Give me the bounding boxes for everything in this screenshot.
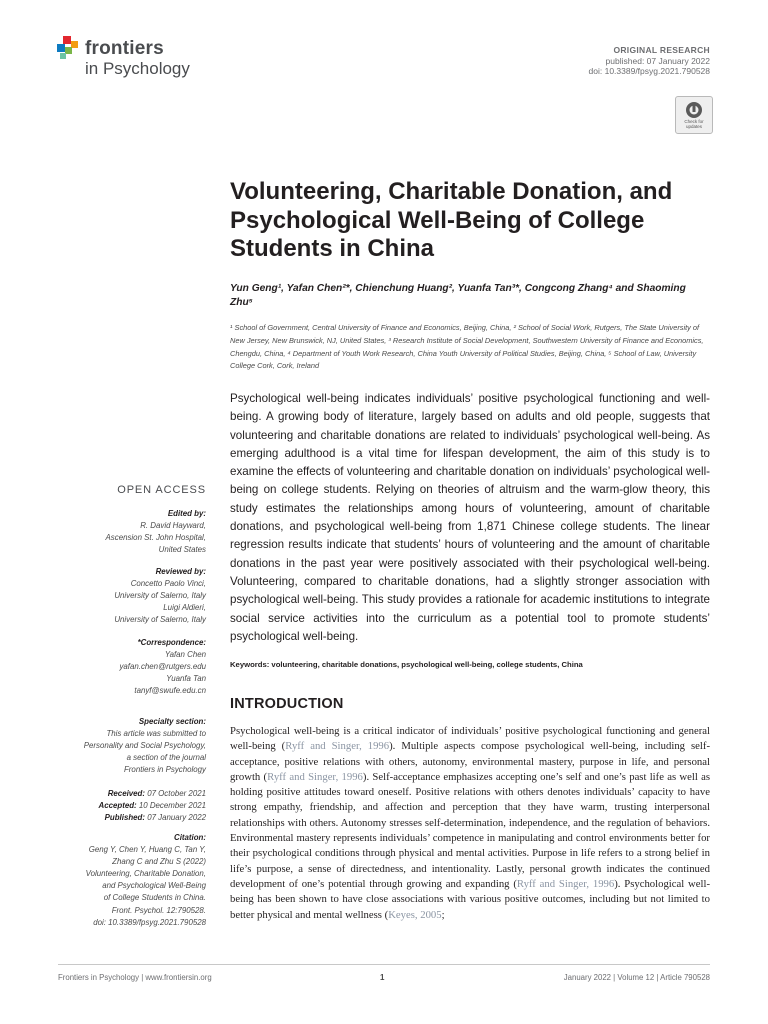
correspondence-block [26, 637, 206, 697]
published-date: published: 07 January 2022 [605, 55, 710, 66]
editor-line: R. David Hayward, [140, 521, 206, 531]
citation-line: Zhang C and Zhu S (2022) [112, 857, 206, 867]
reviewed-by-label: Reviewed by: [155, 567, 206, 576]
citation-line: Volunteering, Charitable Donation, [85, 869, 206, 879]
author-list: Yun Geng¹, Yafan Chen²*, Chienchung Huang², Yuanfa Tan³*, Congcong Zhang⁴ and Shaoming Zhu⁵ [230, 283, 686, 308]
edited-by-block [26, 508, 206, 556]
accepted-date: 10 December 2021 [138, 801, 206, 811]
affiliations: ¹ School of Government, Central University of Finance and Economics, Beijing, China, ² School of Social Work, Rutgers, The State University of New Jersey, New Brunswick, NJ, United States, ³ Research Institute of Social Development, Southwestern University of Finance and Economics, Chengdu, China, ⁴ Department of Youth Work Research, China Youth University of Political Studies, Beijing, China, ⁵ School of Law, University College Cork, Cork, Ireland [230, 323, 704, 371]
citation-line: and Psychological Well-Being [102, 881, 206, 891]
specialty-section-block [26, 716, 206, 776]
received-date: 07 October 2021 [147, 789, 206, 798]
footer-issue-info: January 2022 | Volume 12 | Article 790528 [563, 973, 710, 982]
citation-line: Front. Psychol. 12:790528. [111, 905, 206, 915]
introduction-text [230, 724, 710, 923]
citation-doi-link[interactable]: doi: 10.3389/fpsyg.2021.790528 [93, 917, 206, 927]
page-number: 1 [380, 973, 385, 982]
intro-text-segment: ; [441, 908, 445, 921]
specialty-line: Frontiers in Psychology [123, 765, 206, 775]
correspondence-label: *Correspondence: [137, 638, 206, 647]
intro-text-segment: ). Multiple aspects compose psychological well-being, including self-acceptance, positive relations with others, autonomy, environmental mastery, purpose in life, and personal growth ( [230, 740, 710, 783]
specialty-label: Specialty section: [138, 717, 206, 726]
correspondence-name: Yafan Chen [164, 650, 206, 660]
footer-divider [58, 964, 710, 965]
doi: doi: 10.3389/fpsyg.2021.790528 [588, 66, 710, 76]
section-heading-introduction: INTRODUCTION [230, 696, 344, 712]
reviewer-line: Luigi Aldieri, [163, 603, 206, 613]
frontiers-logo-icon [57, 36, 81, 60]
abstract: Psychological well-being indicates individuals’ positive psychological functioning and well-being. A growing body of literature, largely based on adults and old people, suggests that volunteering and charitable donations are related to individuals’ psychological well-being. As emerging adulthood is a vital time for lifespan development, the aim of this study is to examine the effects of volunteering and charitable donation on individuals’ psychological well-being on college students. Relying on theories of altruism and the warm-glow theory, this study estimates the relationships among hours of volunteering, amount of charitable donations, and psychological well-being from 1,871 Chinese college students. The linear regression results indicate that students’ hours of volunteering and the amount of charitable donations in the past year were positively associated with their psychological well-being. Volunteering, compared to charitable donations, had a slightly stronger association with psychological well-being. This study provides a rationale for academic institutions to integrate social service activities into the curriculum as a potential tool to promote students’ psychological well-being. [230, 392, 710, 643]
citation-label: Citation: [174, 833, 206, 842]
citation-link[interactable]: Ryff and Singer, 1996 [267, 770, 363, 783]
editor-line: United States [158, 545, 206, 555]
accepted-label: Accepted: [98, 801, 137, 811]
reviewed-by-block [26, 566, 206, 626]
specialty-line: Personality and Social Psychology, [83, 741, 206, 751]
correspondence-email-link[interactable]: yafan.chen@rutgers.edu [119, 662, 206, 672]
citation-line: of College Students in China. [103, 893, 206, 903]
citation-link[interactable]: Keyes, 2005 [388, 908, 442, 921]
published-label: Published: [104, 813, 145, 823]
received-label: Received: [107, 789, 145, 798]
published-date-sidebar: 07 January 2022 [147, 813, 206, 823]
open-access-label: OPEN ACCESS [117, 484, 206, 496]
reviewer-line: University of Salerno, Italy [114, 615, 206, 625]
editor-line: Ascension St. John Hospital, [105, 533, 206, 543]
citation-link[interactable]: Ryff and Singer, 1996 [516, 877, 615, 890]
citation-link[interactable]: Ryff and Singer, 1996 [285, 740, 390, 753]
article-meta [589, 45, 710, 77]
article-title: Volunteering, Charitable Donation, and Psychological Well-Being of College Students in China [230, 178, 673, 262]
specialty-line: This article was submitted to [106, 729, 206, 739]
journal-logo-subtitle: in Psychology [85, 59, 190, 78]
correspondence-name: Yuanfa Tan [166, 674, 206, 684]
badge-label: Check for updates [684, 119, 704, 129]
reviewer-line: Concetto Paolo Vinci, [130, 579, 206, 589]
citation-line: Geng Y, Chen Y, Huang C, Tan Y, [88, 845, 206, 855]
intro-text-segment: ). Psychological well-being has been shown to have close associations with various positive outcomes, including but not limited to better physical and mental wellness ( [230, 877, 710, 921]
intro-text-segment: ). Self-acceptance emphasizes accepting one’s self and one’s past life as well as holding positive attitudes toward oneself. Positive relations with others denotes individuals’ capacity to have strong empathy, friendship, and affection and perception that they have warm, trusting interpersonal relationships with others. Autonomy stresses self-determination, independence, and the regulation of behaviors. Environmental mastery represents individuals’ competence in manipulating and control environments better for their psychological conditions through physical and mental activities. Purpose in life refers to a strong belief in life’s purpose, a sense of directedness, and intentionality. Lastly, personal growth indicates the continued development of one’s potential through growing and expanding ( [230, 770, 711, 890]
footer-journal-link[interactable]: Frontiers in Psychology | www.frontiersin.org [58, 973, 212, 982]
specialty-line: a section of the journal [126, 753, 206, 763]
keywords: Keywords: volunteering, charitable donations, psychological well-being, college students, China [230, 660, 583, 669]
citation-block [26, 832, 206, 929]
correspondence-email-link[interactable]: tanyf@swufe.edu.cn [134, 686, 206, 696]
journal-logo-name: frontiers [85, 38, 164, 59]
edited-by-label: Edited by: [167, 509, 206, 518]
reviewer-line: University of Salerno, Italy [114, 591, 206, 601]
intro-text-segment: Psychological well-being is a critical indicator of individuals’ positive psychological functioning and general well-being ( [230, 725, 710, 753]
article-type: ORIGINAL RESEARCH [613, 45, 710, 55]
check-for-updates-badge[interactable] [675, 96, 713, 134]
dates-block [26, 788, 206, 824]
